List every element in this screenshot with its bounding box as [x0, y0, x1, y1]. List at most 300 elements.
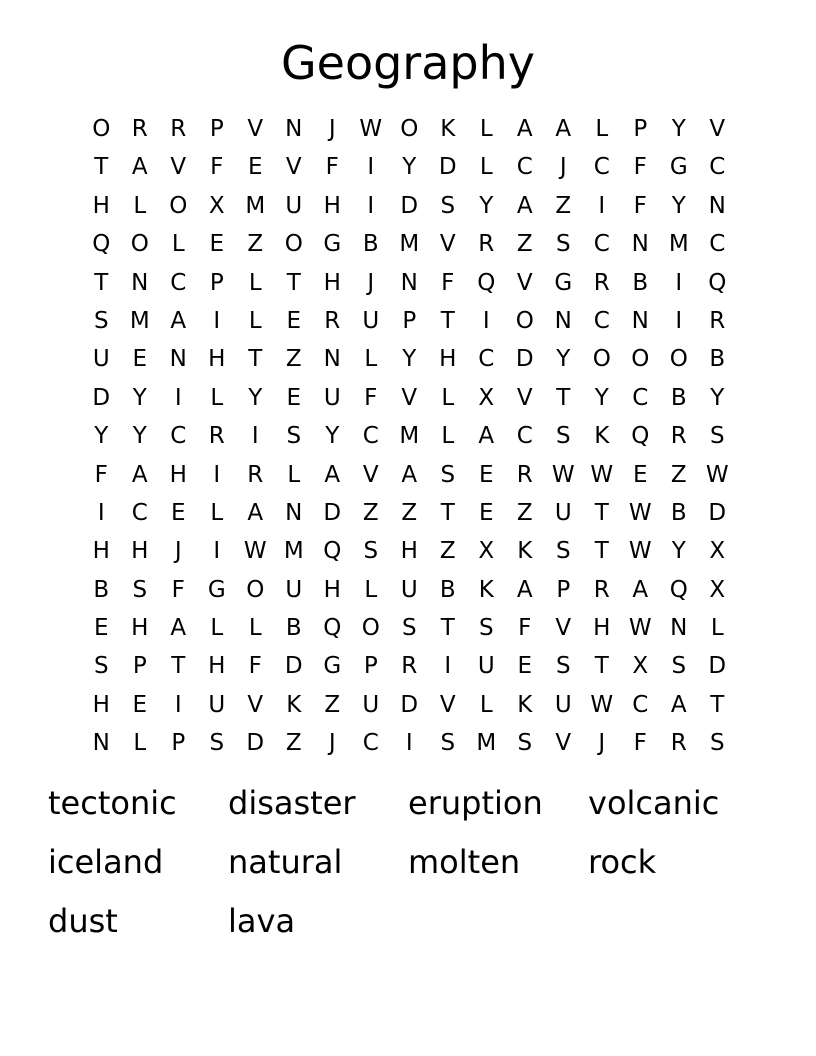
word-list-item: eruption: [408, 784, 543, 822]
grid-letter: P: [209, 116, 224, 142]
grid-letter: M: [245, 192, 266, 219]
grid-letter: K: [594, 423, 610, 450]
grid-letter: R: [208, 423, 225, 450]
grid-letter: D: [438, 154, 457, 181]
grid-letter: D: [708, 499, 727, 526]
grid-letter: Z: [285, 730, 302, 757]
grid-letter: V: [516, 384, 533, 411]
grid-letter: E: [478, 461, 494, 488]
grid-letter: F: [633, 730, 647, 757]
grid-letter: Z: [516, 231, 533, 258]
grid-letter: G: [554, 269, 573, 296]
grid-letter: E: [286, 307, 302, 334]
word-list-item: disaster: [228, 784, 356, 822]
grid-letter: X: [478, 538, 495, 565]
grid-letter: E: [132, 346, 148, 373]
grid-letter: J: [367, 269, 375, 296]
grid-letter: U: [477, 653, 495, 680]
grid-letter: Y: [479, 192, 494, 219]
grid-letter: V: [247, 691, 264, 718]
grid-letter: U: [285, 192, 303, 219]
grid-letter: R: [324, 307, 341, 334]
grid-letter: U: [554, 691, 572, 718]
grid-letter: A: [632, 576, 649, 603]
grid-letter: I: [598, 192, 606, 219]
grid-letter: F: [248, 653, 262, 680]
grid-letter: U: [208, 691, 226, 718]
grid-letter: V: [285, 154, 302, 181]
grid-letter: S: [709, 423, 725, 450]
grid-letter: H: [92, 192, 110, 219]
grid-letter: E: [132, 691, 148, 718]
grid-letter: Q: [669, 576, 688, 603]
letter-grid: [82, 110, 737, 763]
grid-letter: E: [478, 499, 494, 526]
grid-letter: S: [363, 538, 379, 565]
grid-letter: V: [709, 116, 726, 142]
word-list-item: natural: [228, 843, 343, 881]
grid-letter: N: [285, 499, 303, 526]
grid-letter: Y: [132, 384, 147, 411]
grid-letter: L: [248, 307, 262, 334]
grid-letter: F: [171, 576, 185, 603]
grid-letter: F: [325, 154, 339, 181]
grid-letter: H: [323, 192, 341, 219]
grid-letter: T: [94, 154, 109, 181]
grid-letter: R: [170, 116, 187, 142]
grid-letter: A: [170, 615, 187, 642]
grid-letter: E: [517, 653, 533, 680]
grid-letter: O: [130, 231, 149, 258]
grid-letter: B: [362, 231, 379, 258]
grid-letter: S: [555, 538, 571, 565]
grid-letter: N: [169, 346, 187, 373]
grid-letter: R: [478, 231, 495, 258]
grid-letter: B: [670, 384, 687, 411]
grid-letter: N: [708, 192, 726, 219]
grid-letter: T: [440, 615, 455, 642]
grid-letter: I: [482, 307, 490, 334]
grid-letter: S: [517, 730, 533, 757]
grid-letter: J: [598, 730, 606, 757]
grid-letter: U: [285, 576, 303, 603]
word-list: [48, 782, 768, 959]
grid-letter: E: [170, 499, 186, 526]
grid-letter: Q: [631, 423, 650, 450]
grid-letter: N: [631, 231, 649, 258]
grid-letter: C: [362, 423, 379, 450]
grid-letter: F: [210, 154, 224, 181]
grid-letter: I: [367, 154, 375, 181]
grid-letter: C: [632, 691, 649, 718]
grid-letter: E: [286, 384, 302, 411]
grid-letter: H: [92, 691, 110, 718]
grid-letter: E: [247, 154, 263, 181]
grid-letter: V: [516, 269, 533, 296]
grid-letter: L: [441, 423, 455, 450]
grid-letter: T: [171, 653, 186, 680]
grid-letter: L: [210, 615, 224, 642]
grid-letter: X: [709, 538, 726, 565]
grid-letter: U: [323, 384, 341, 411]
grid-letter: L: [364, 346, 378, 373]
grid-letter: C: [593, 307, 610, 334]
grid-letter: R: [516, 461, 533, 488]
grid-letter: H: [131, 615, 149, 642]
grid-letter: S: [93, 653, 109, 680]
grid-letter: C: [170, 269, 187, 296]
grid-letter: H: [208, 346, 226, 373]
grid-letter: K: [478, 576, 494, 603]
grid-letter: S: [709, 730, 725, 757]
grid-letter: W: [590, 461, 614, 488]
grid-letter: C: [709, 231, 726, 258]
grid-letter: O: [92, 116, 111, 142]
grid-letter: L: [441, 384, 455, 411]
grid-letter: A: [131, 154, 148, 181]
grid-letter: H: [208, 653, 226, 680]
grid-letter: C: [131, 499, 148, 526]
grid-letter: W: [628, 615, 652, 642]
grid-letter: N: [400, 269, 418, 296]
grid-letter: U: [362, 307, 380, 334]
grid-letter: Y: [671, 192, 686, 219]
grid-letter: C: [516, 423, 533, 450]
grid-letter: R: [593, 576, 610, 603]
grid-letter: L: [710, 615, 724, 642]
grid-letter: H: [131, 538, 149, 565]
grid-letter: P: [132, 653, 147, 680]
grid-letter: L: [479, 691, 493, 718]
grid-letter: A: [516, 116, 533, 142]
grid-letter: Z: [362, 499, 379, 526]
grid-letter: R: [670, 730, 687, 757]
grid-letter: H: [323, 576, 341, 603]
grid-letter: S: [555, 653, 571, 680]
grid-letter: T: [440, 499, 455, 526]
grid-letter: E: [632, 461, 648, 488]
grid-letter: G: [669, 154, 688, 181]
grid-letter: Y: [402, 154, 417, 181]
grid-letter: H: [92, 538, 110, 565]
grid-letter: I: [405, 730, 413, 757]
grid-letter: C: [709, 154, 726, 181]
grid-letter: Q: [323, 615, 342, 642]
grid-letter: V: [362, 461, 379, 488]
grid-letter: B: [709, 346, 726, 373]
word-list-item: dust: [48, 902, 118, 940]
grid-letter: Y: [94, 423, 109, 450]
grid-letter: R: [131, 116, 148, 142]
grid-letter: R: [709, 307, 726, 334]
grid-letter: U: [92, 346, 110, 373]
grid-letter: O: [400, 116, 419, 142]
grid-letter: B: [439, 576, 456, 603]
grid-letter: M: [476, 730, 497, 757]
grid-letter: L: [479, 154, 493, 181]
grid-letter: L: [210, 384, 224, 411]
grid-letter: G: [207, 576, 226, 603]
grid-letter: F: [633, 154, 647, 181]
grid-letter: H: [439, 346, 457, 373]
grid-letter: A: [478, 423, 495, 450]
grid-letter: X: [709, 576, 726, 603]
grid-letter: I: [213, 538, 221, 565]
grid-letter: I: [174, 691, 182, 718]
grid-letter: Z: [555, 192, 572, 219]
grid-letter: Y: [325, 423, 340, 450]
grid-letter: V: [170, 154, 187, 181]
grid-letter: O: [169, 192, 188, 219]
grid-letter: W: [590, 691, 614, 718]
grid-letter: A: [131, 461, 148, 488]
grid-letter: S: [440, 461, 456, 488]
grid-letter: Y: [594, 384, 609, 411]
grid-letter: I: [444, 653, 452, 680]
grid-letter: N: [670, 615, 688, 642]
word-list-item: iceland: [48, 843, 164, 881]
grid-letter: A: [401, 461, 418, 488]
grid-letter: X: [208, 192, 225, 219]
grid-letter: E: [209, 231, 225, 258]
grid-letter: I: [675, 269, 683, 296]
grid-letter: S: [286, 423, 302, 450]
grid-letter: I: [174, 384, 182, 411]
grid-letter: I: [367, 192, 375, 219]
grid-letter: D: [515, 346, 534, 373]
grid-letter: D: [92, 384, 111, 411]
grid-letter: D: [708, 653, 727, 680]
grid-letter: N: [92, 730, 110, 757]
grid-letter: N: [131, 269, 149, 296]
grid-letter: P: [556, 576, 571, 603]
grid-letter: R: [593, 269, 610, 296]
grid-letter: V: [439, 691, 456, 718]
grid-letter: C: [170, 423, 187, 450]
grid-letter: J: [174, 538, 182, 565]
grid-letter: Z: [670, 461, 687, 488]
grid-letter: M: [283, 538, 304, 565]
grid-letter: L: [133, 192, 147, 219]
grid-letter: S: [440, 730, 456, 757]
grid-letter: I: [251, 423, 259, 450]
grid-letter: S: [555, 423, 571, 450]
grid-letter: A: [555, 116, 572, 142]
grid-letter: Q: [708, 269, 727, 296]
grid-letter: S: [209, 730, 225, 757]
grid-letter: Z: [516, 499, 533, 526]
grid-letter: K: [517, 538, 533, 565]
grid-letter: Z: [439, 538, 456, 565]
grid-letter: Y: [710, 384, 725, 411]
grid-letter: L: [171, 231, 185, 258]
grid-letter: X: [478, 384, 495, 411]
grid-letter: A: [247, 499, 264, 526]
grid-letter: I: [213, 461, 221, 488]
page-title: Geography: [281, 36, 535, 90]
grid-letter: S: [555, 231, 571, 258]
grid-letter: L: [595, 116, 609, 142]
grid-letter: C: [593, 154, 610, 181]
grid-letter: U: [362, 691, 380, 718]
grid-letter: U: [400, 576, 418, 603]
grid-letter: N: [285, 116, 303, 142]
grid-letter: T: [248, 346, 263, 373]
grid-letter: Q: [323, 538, 342, 565]
grid-letter: R: [247, 461, 264, 488]
grid-letter: U: [554, 499, 572, 526]
grid-letter: A: [324, 461, 341, 488]
grid-letter: T: [286, 269, 301, 296]
grid-letter: O: [631, 346, 650, 373]
grid-letter: P: [171, 730, 186, 757]
grid-letter: O: [515, 307, 534, 334]
grid-letter: S: [132, 576, 148, 603]
grid-letter: O: [669, 346, 688, 373]
grid-letter: P: [209, 269, 224, 296]
grid-letter: Y: [556, 346, 571, 373]
grid-letter: S: [93, 307, 109, 334]
grid-letter: Y: [248, 384, 263, 411]
grid-letter: B: [93, 576, 110, 603]
grid-letter: V: [555, 730, 572, 757]
grid-letter: F: [633, 192, 647, 219]
grid-letter: Y: [402, 346, 417, 373]
grid-letter: P: [363, 653, 378, 680]
grid-letter: G: [323, 231, 342, 258]
grid-letter: Z: [247, 231, 264, 258]
grid-letter: Y: [132, 423, 147, 450]
grid-letter: T: [440, 307, 455, 334]
grid-letter: P: [402, 307, 417, 334]
grid-letter: J: [328, 730, 336, 757]
grid-letter: V: [439, 231, 456, 258]
grid-letter: Z: [285, 346, 302, 373]
word-list-item: tectonic: [48, 784, 177, 822]
grid-letter: A: [516, 576, 533, 603]
grid-letter: W: [628, 538, 652, 565]
grid-letter: C: [593, 231, 610, 258]
grid-letter: O: [284, 231, 303, 258]
grid-letter: M: [129, 307, 150, 334]
grid-letter: T: [710, 691, 725, 718]
grid-letter: V: [247, 116, 264, 142]
grid-letter: Q: [477, 269, 496, 296]
grid-letter: M: [399, 231, 420, 258]
grid-letter: M: [668, 231, 689, 258]
grid-letter: J: [559, 154, 567, 181]
grid-letter: R: [670, 423, 687, 450]
grid-letter: B: [632, 269, 649, 296]
grid-letter: F: [364, 384, 378, 411]
grid-letter: C: [632, 384, 649, 411]
grid-letter: L: [364, 576, 378, 603]
grid-letter: J: [328, 116, 336, 142]
grid-letter: Z: [324, 691, 341, 718]
grid-letter: A: [516, 192, 533, 219]
grid-letter: X: [632, 653, 649, 680]
grid-letter: D: [246, 730, 265, 757]
grid-letter: E: [93, 615, 109, 642]
grid-letter: C: [478, 346, 495, 373]
grid-letter: M: [399, 423, 420, 450]
grid-letter: D: [323, 499, 342, 526]
grid-letter: L: [133, 730, 147, 757]
grid-letter: W: [243, 538, 267, 565]
grid-letter: Z: [401, 499, 418, 526]
grid-letter: S: [401, 615, 417, 642]
grid-letter: I: [97, 499, 105, 526]
grid-letter: W: [359, 116, 383, 142]
grid-letter: D: [400, 192, 419, 219]
grid-letter: O: [592, 346, 611, 373]
grid-letter: T: [594, 499, 609, 526]
grid-letter: O: [361, 615, 380, 642]
grid-letter: O: [246, 576, 265, 603]
grid-letter: T: [556, 384, 571, 411]
grid-letter: H: [169, 461, 187, 488]
grid-letter: N: [323, 346, 341, 373]
grid-letter: S: [671, 653, 687, 680]
grid-letter: V: [401, 384, 418, 411]
grid-letter: I: [675, 307, 683, 334]
grid-letter: K: [286, 691, 302, 718]
grid-letter: N: [631, 307, 649, 334]
grid-letter: C: [362, 730, 379, 757]
grid-letter: S: [478, 615, 494, 642]
grid-letter: F: [441, 269, 455, 296]
grid-letter: L: [287, 461, 301, 488]
word-list-item: lava: [228, 902, 296, 940]
grid-letter: L: [248, 269, 262, 296]
grid-letter: L: [479, 116, 493, 142]
word-list-item: molten: [408, 843, 521, 881]
grid-letter: T: [94, 269, 109, 296]
grid-letter: K: [517, 691, 533, 718]
grid-letter: F: [94, 461, 108, 488]
grid-letter: W: [551, 461, 575, 488]
grid-letter: Y: [671, 116, 686, 142]
grid-letter: D: [400, 691, 419, 718]
word-list-item: rock: [588, 843, 657, 881]
grid-letter: H: [323, 269, 341, 296]
grid-letter: B: [285, 615, 302, 642]
grid-letter: A: [670, 691, 687, 718]
grid-letter: P: [633, 116, 648, 142]
grid-letter: D: [284, 653, 303, 680]
grid-letter: R: [401, 653, 418, 680]
grid-letter: H: [593, 615, 611, 642]
grid-letter: T: [594, 653, 609, 680]
word-list-item: volcanic: [588, 784, 720, 822]
grid-letter: Q: [92, 231, 111, 258]
grid-letter: V: [555, 615, 572, 642]
grid-letter: C: [516, 154, 533, 181]
grid-letter: F: [518, 615, 532, 642]
grid-letter: H: [400, 538, 418, 565]
grid-letter: Y: [671, 538, 686, 565]
grid-letter: S: [440, 192, 456, 219]
grid-letter: B: [670, 499, 687, 526]
grid-letter: I: [213, 307, 221, 334]
grid-letter: W: [628, 499, 652, 526]
grid-letter: A: [170, 307, 187, 334]
grid-letter: G: [323, 653, 342, 680]
grid-letter: K: [440, 116, 456, 142]
grid-letter: N: [554, 307, 572, 334]
grid-letter: W: [705, 461, 729, 488]
grid-letter: T: [594, 538, 609, 565]
